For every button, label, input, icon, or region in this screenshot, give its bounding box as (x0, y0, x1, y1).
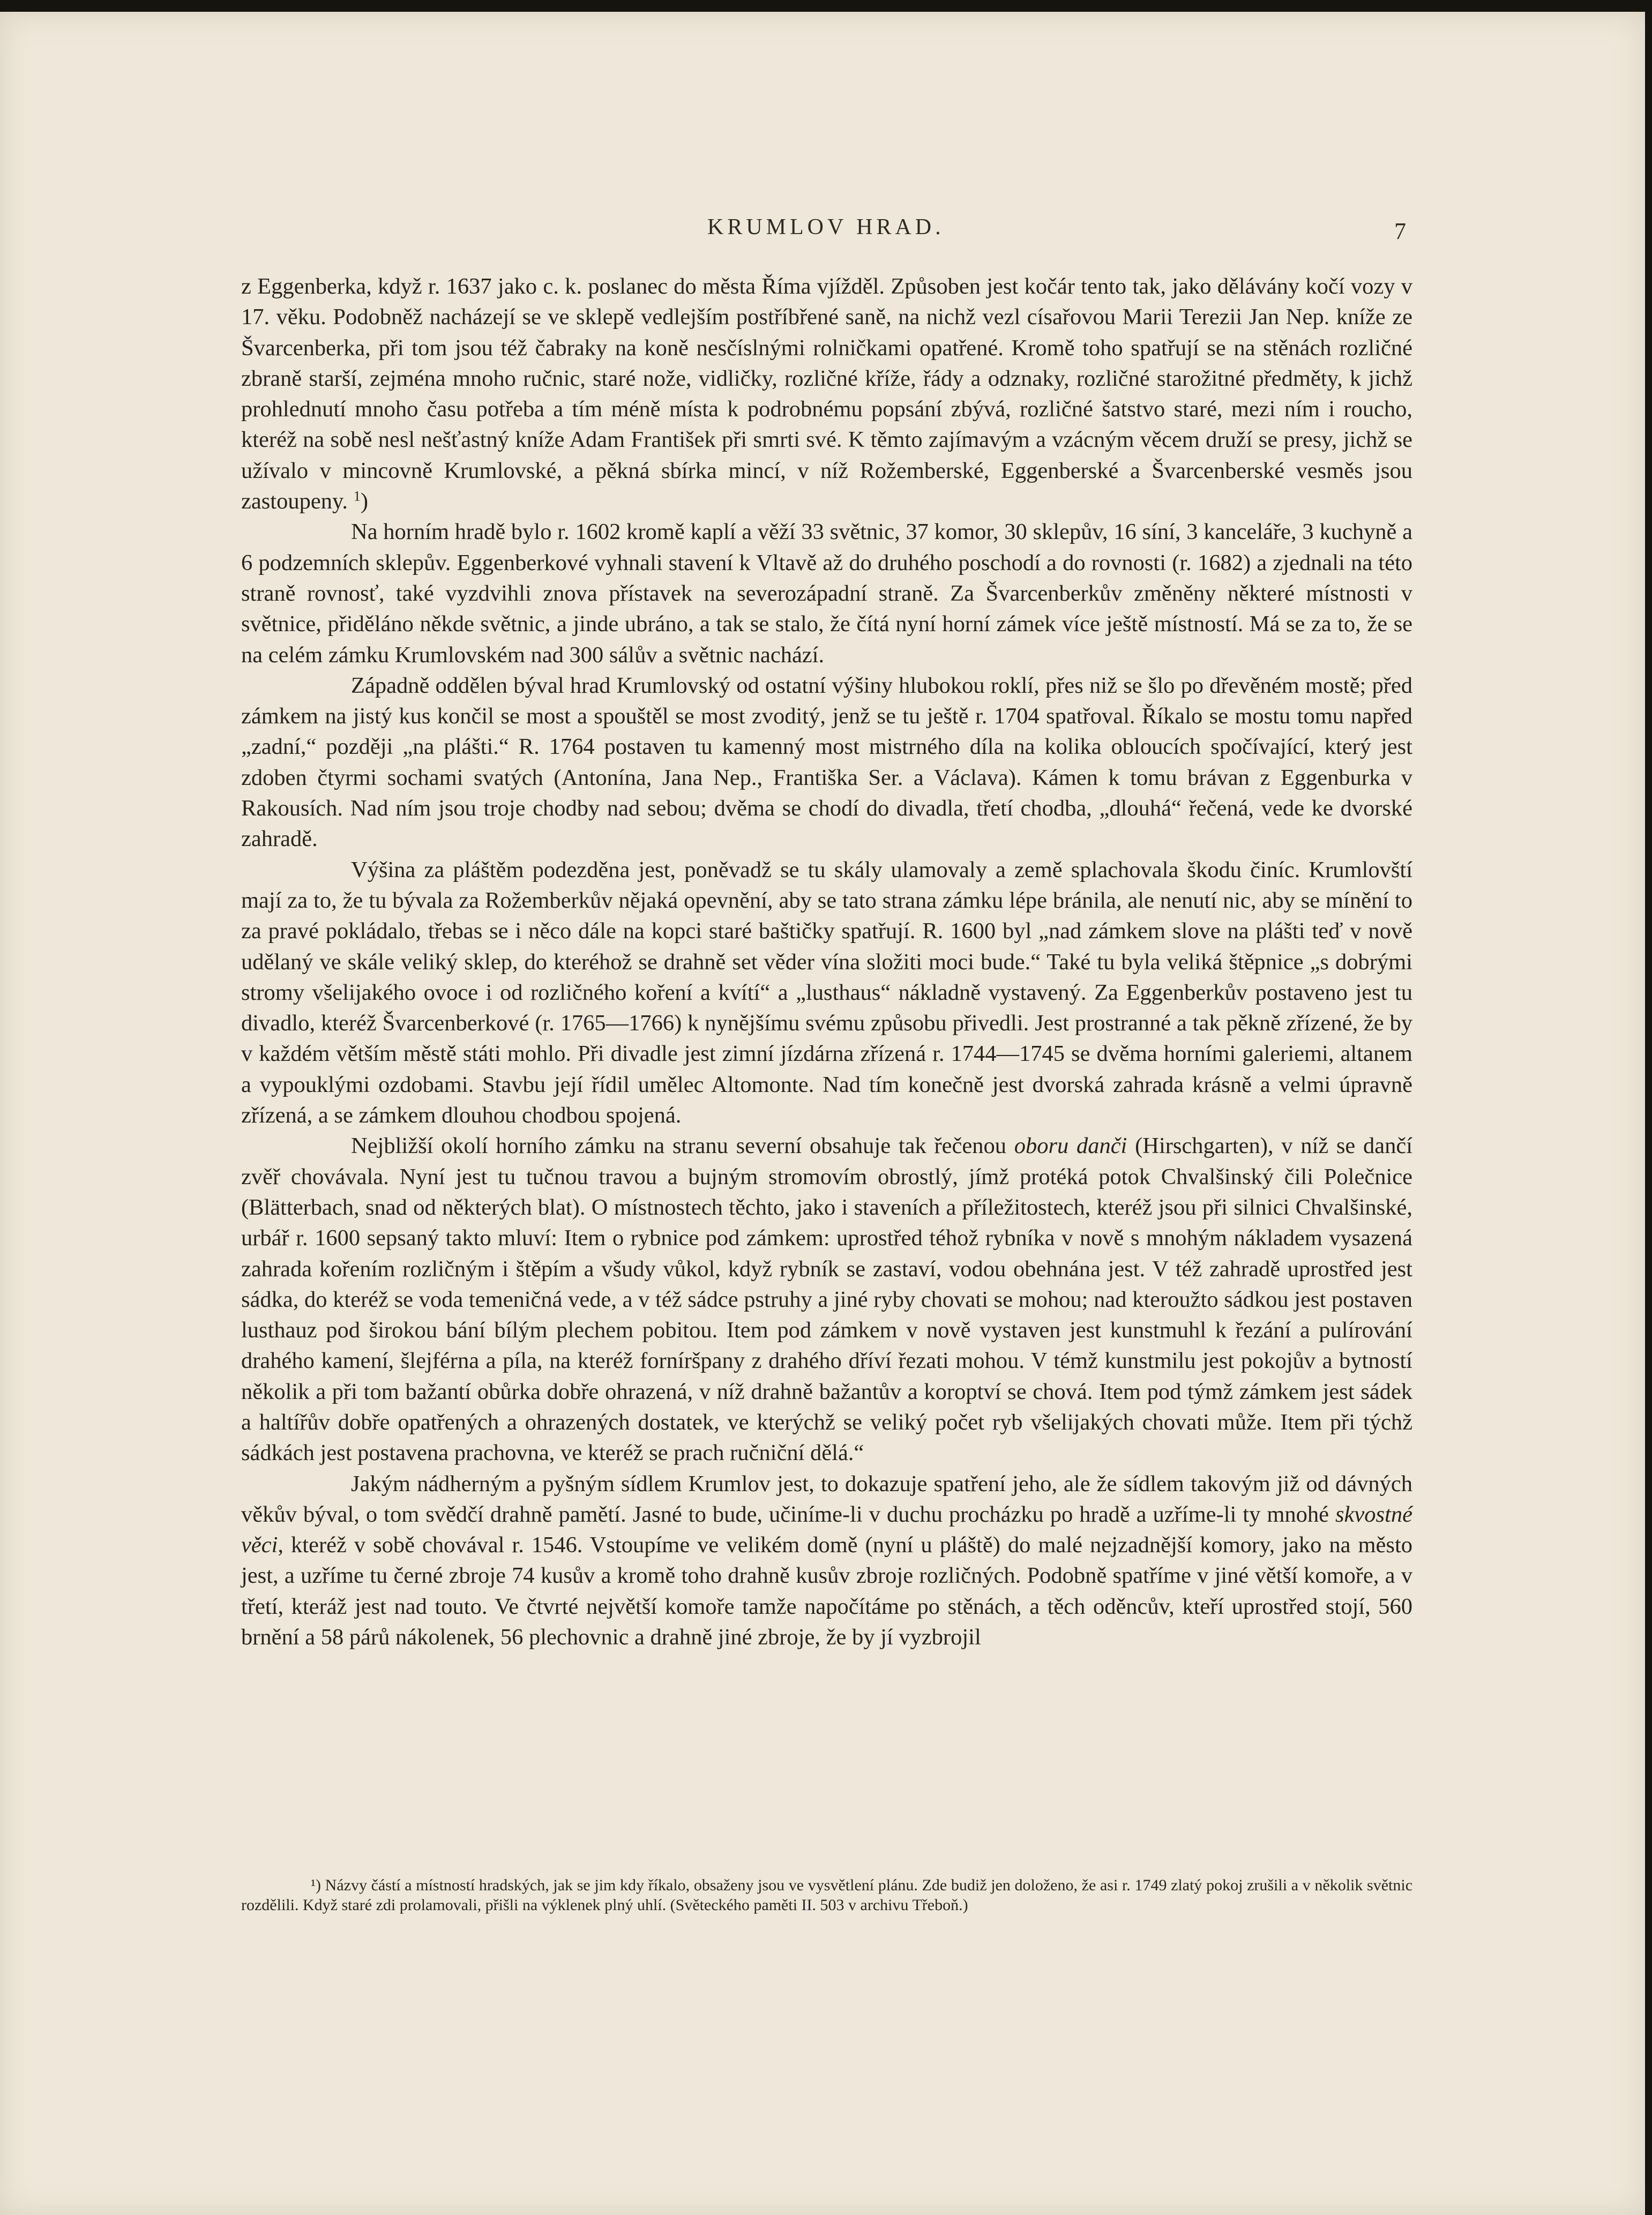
footnote-mark: ¹) (311, 1876, 321, 1894)
emphasis: oboru danči (1014, 1133, 1127, 1159)
footnote-reference: 1 (353, 488, 361, 504)
footnote (241, 1875, 1412, 1915)
paragraph (241, 1469, 1412, 1653)
paragraph: Na horním hradě bylo r. 1602 kromě kaplí a věží 33 světnic, 37 komor, 30 sklepův, 16 síní, 3 kanceláře, 3 kuchyně a 6 podzemních sklepův. Eggenberkové vyhnali stavení k Vltavě až do druhého poschodí a do rovnosti (r. 1682) a zjednali na této straně rovnosť, také vyzdvihli znova přístavek na severozápadní straně. Za Švarcenberkův změněny některé místnosti v světnice, přiděláno někde světnic, a jinde ubráno, a tak se stalo, že čítá nyní horní zámek více ještě místností. Má se za to, že se na celém zámku Krumlovském nad 300 sálův a světnic nachází. (241, 519, 1412, 668)
paragraph-text: (Hirschgarten), v níž se dančí zvěř chovávala. Nyní jest tu tučnou travou a bujným stromovím obrostlý, jímž protéká potok Chvalšinský čili Polečnice (Blätterbach, snad od některých blat). O místnostech těchto, jako i staveních a příležitostech, kteréž jsou při silnici Chvalšinské, urbář r. 1600 sepsaný takto mluví: Item o rybnice pod zámkem: uprostřed téhož rybníka v nově s mnohým nákladem vysazená zahrada kořením rozličným i štěpím a všudy vůkol, když rybník se zastaví, vodou obehnána jest. V též zahradě uprostřed jest sádka, do kteréž se voda temeničná vede, a v též sádce pstruhy a jiné ryby chovati se mohou; nad kteroužto sádkou jest postaven lusthauz pod širokou bání bílým plechem pobitou. Item pod zámkem v nově vystaven jest kunstmuhl k řezání a pulírování drahého kamení, šlejférna a píla, na kteréž forníršpany z drahého dříví řezati mohou. V témž kunstmilu jest pokojův a bytností několik a při tom bažantí obůrka dobře ohrazená, v níž drahně bažantův a koroptví se chová. Item pod týmž zámkem jest sádek a haltířův dobře opatřených a ohrazených dostatek, ve kterýchž se veliký počet ryb všelijakých chovati může. Item při týchž sádkách jest postavena prachovna, ve kteréž se prach ručniční dělá.“ (241, 1133, 1412, 1466)
body-text (241, 271, 1412, 1652)
paragraph: Západně oddělen býval hrad Krumlovský od ostatní výšiny hlubokou roklí, přes niž se šlo po dřevěném mostě; před zámkem na jistý kus končil se most a spouštěl se most zvoditý, jenž se tu ještě r. 1704 spatřoval. Říkalo se mostu tomu napřed „zadní,“ později „na plášti.“ R. 1764 postaven tu kamenný most mistrného díla na kolika obloucích spočívající, který jest zdoben čtyrmi sochami svatých (Antonína, Jana Nep., Františka Ser. a Václava). Kámen k tomu brávan z Eggenburka v Rakousích. Nad ním jsou troje chodby nad sebou; dvěma se chodí do divadla, třetí chodba, „dlouhá“ řečená, vede ke dvorské zahradě. (241, 672, 1412, 852)
paragraph-text: , kteréž v sobě chovával r. 1546. Vstoupíme ve velikém domě (nyní u pláště) do malé nejzadnější komory, jako na město jest, a uzříme tu černé zbroje 74 kusův a kromě toho drahně kusův zbroje rozličných. Podobně spatříme v jiné větší komoře, a v třetí, kteráž jest nad touto. Ve čtvrté největší komoře tamže napočítáme po stěnách, a těch oděncův, kteří uprostřed stojí, 560 brnění a 58 párů nákolenek, 56 plechovnic a drahně jiné zbroje, že by jí vyzbrojil (241, 1532, 1412, 1650)
paragraph-text: Nejbližší okolí horního zámku na stranu severní obsahuje tak řečenou (351, 1133, 1014, 1159)
footnotes (241, 1875, 1412, 1915)
page-number: 7 (1394, 218, 1406, 244)
paragraph: Výšina za pláštěm podezděna jest, poněvadž se tu skály ulamovaly a země splachovala škodu činíc. Krumlovští mají za to, že tu bývala za Rožemberkův nějaká opevnění, aby se tato strana zámku lépe bránila, ale nenutí nic, aby se mínění to za pravé pokládalo, třebas se i něco dále na kopci staré baštičky spatřují. R. 1600 byl „nad zámkem slove na plášti teď v nově udělaný ve skále veliký sklep, do kteréhož se drahně set věder vína složiti moci bude.“ Také tu byla veliká štěpnice „s dobrými stromy všelijakého ovoce i od rozličného koření a kvítí“ a „lusthaus“ nákladně vystavený. Za Eggenberkův postaveno jest tu divadlo, kteréž Švarcenberkové (r. 1765—1766) k nynějšímu svému způsobu přivedli. Jest prostranné a tak pěkně zřízené, že by v každém větším městě státi mohlo. Při divadle jest zimní jízdárna zřízená r. 1744—1745 se dvěma horními galeriemi, altanem a vypouklými ozdobami. Stavbu její řídil umělec Altomonte. Nad tím konečně jest dvorská zahrada krásně a velmi úpravně zřízená, a se zámkem dlouhou chodbou spojená. (241, 857, 1412, 1128)
paragraph (241, 1131, 1412, 1468)
page-header (0, 214, 1645, 246)
page (0, 12, 1645, 2215)
emphasis: skvostné věci (241, 1501, 1412, 1558)
footnote-text: Názvy částí a místností hradských, jak se jim kdy říkalo, obsaženy jsou ve vysvětlení plánu. Zde budiž jen doloženo, že asi r. 1749 zlatý pokoj zrušili a v několik světnic rozdělili. Když staré zdi prolamovali, přišli na výklenek plný uhlí. (Světeckého paměti II. 503 v archivu Třeboň.) (241, 1876, 1413, 1914)
footnote-reference-paren: ) (360, 489, 369, 514)
paragraph-text: Jakým nádherným a pyšným sídlem Krumlov jest, to dokazuje spatření jeho, ale že sídlem takovým již od dávných věkův býval, o tom svědčí drahně pamětí. Jasné to bude, učiníme-li v duchu procházku po hradě a uzříme-li ty mnohé (241, 1471, 1412, 1527)
running-head: KRUMLOV HRAD. (707, 215, 945, 240)
paragraph (241, 271, 1412, 517)
paragraph-text: z Eggenberka, když r. 1637 jako c. k. poslanec do města Říma vjížděl. Způsoben jest kočár tento tak, jako dělávány kočí vozy v 17. věku. Podobněž nacházejí se ve sklepě vedlejším postříbřené saně, na nichž vezl císařovou Marii Terezii Jan Nep. kníže ze Švarcenberka, při tom jsou též čabraky na koně nesčíslnými rolničkami opatřené. Kromě toho spatřují se na stěnách rozličné zbraně starší, zejména mnoho ručnic, staré nože, vidličky, rozličné kříže, řády a odznaky, rozličné starožitné předměty, k jichž prohlednutí mnoho času potřeba a tím méně místa k podrobnému popsání zbývá, rozličné šatstvo staré, mezi ním i roucho, kteréž na sobě nesl nešťastný kníže Adam František při smrti své. K těmto zajímavým a vzácným věcem druží se presy, jichž se užívalo v mincovně Krumlovské, a pěkná sbírka mincí, v níž Rožemberské, Eggenberské a Švarcenberské vesměs jsou zastoupeny. (241, 274, 1412, 514)
scan-edge (1645, 0, 1652, 2215)
